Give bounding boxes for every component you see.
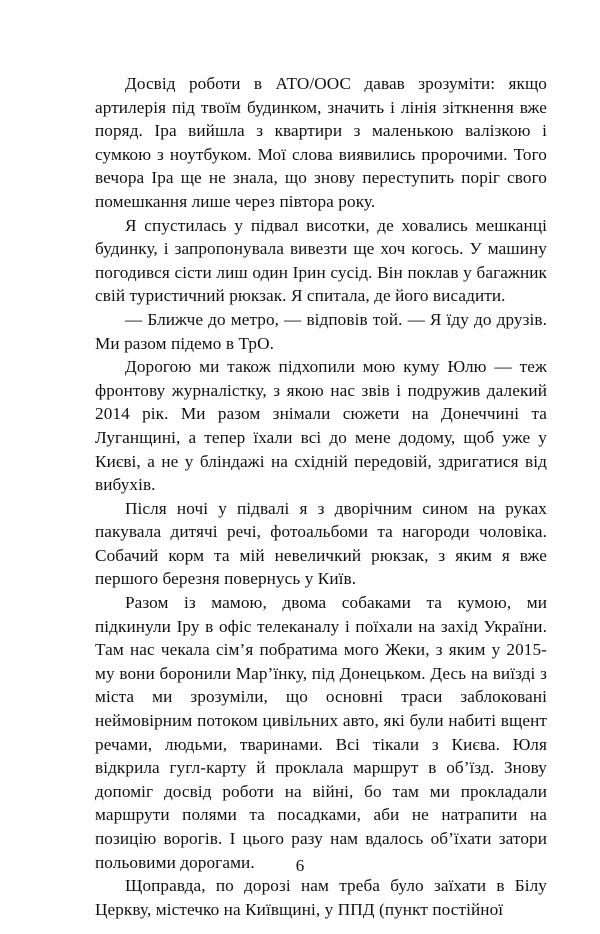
paragraph-dialogue: — Ближче до метро, — відповів той. — Я їду до друзів. Ми разом підемо в ТрО.	[95, 309, 547, 353]
paragraph: Досвід роботи в АТО/ООС давав зрозуміти: якщо артилерія під твоїм будинком, значить і лінія зіткнення вже поряд. Іра вийшла з квартири з маленькою валізкою і сумкою з ноутбуком. Мої слова виявились пророчими. Того вечора Іра ще не знала, що знову переступить поріг свого помешкання лише через півтора року.	[95, 74, 547, 211]
paragraph: Дорогою ми також підхопили мою куму Юлю — теж фронтову журналістку, з якою нас звів і подружив далекий 2014 рік. Ми разом знімали сюжети на Донеччині та Луганщині, а тепер їхали всі до мене додому, щоб уже у Києві, а не у бліндажі на східній передовій, здригатися від вибухів.	[95, 357, 547, 495]
paragraph: Разом із мамою, двома собаками та кумою, ми підкинули Іру в офіс телеканалу і поїхали на захід України. Там нас чекала сім’я побратима мого Жеки, з яким у 2015-му вони боронили Мар’їнку, під Донецьком. Десь на виїзді з міста ми зрозуміли, що основні траси заблоковані неймовірним потоком цивільних авто, які були набиті вщент речами, людьми, тваринами. Всі тікали з Києва. Юля відкрила гугл-карту й проклала маршрут в об’їзд. Знову допоміг досвід роботи на війні, бо там ми прокладали маршрути полями та посадками, аби не натрапити на позицію ворогів. І цього разу нам вдалось об’їхати затори польовими дорогами.	[95, 593, 547, 872]
page-number: 6	[295, 856, 305, 875]
paragraph: Я спустилась у підвал висотки, де ховались мешканці будинку, і запропонувала вивезти ще хоч когось. У машину погодився сісти лиш один Ірин сусід. Він поклав у багажник свій туристичний рюкзак. Я спитала, де його висадити.	[95, 215, 547, 306]
paragraph: Після ночі у підвалі я з дворічним сином на руках пакувала дитячі речі, фотоальбоми та нагороди чоловіка. Собачий корм та мій невеличкий рюкзак, з яким я вже першого березня повернусь у Київ.	[95, 498, 547, 589]
page-footer	[0, 856, 600, 876]
page-text-block	[95, 72, 547, 921]
paragraph: Щоправда, по дорозі нам треба було заїхати в Білу Церкву, містечко на Київщині, у ППД (пункт постійної	[95, 876, 547, 919]
